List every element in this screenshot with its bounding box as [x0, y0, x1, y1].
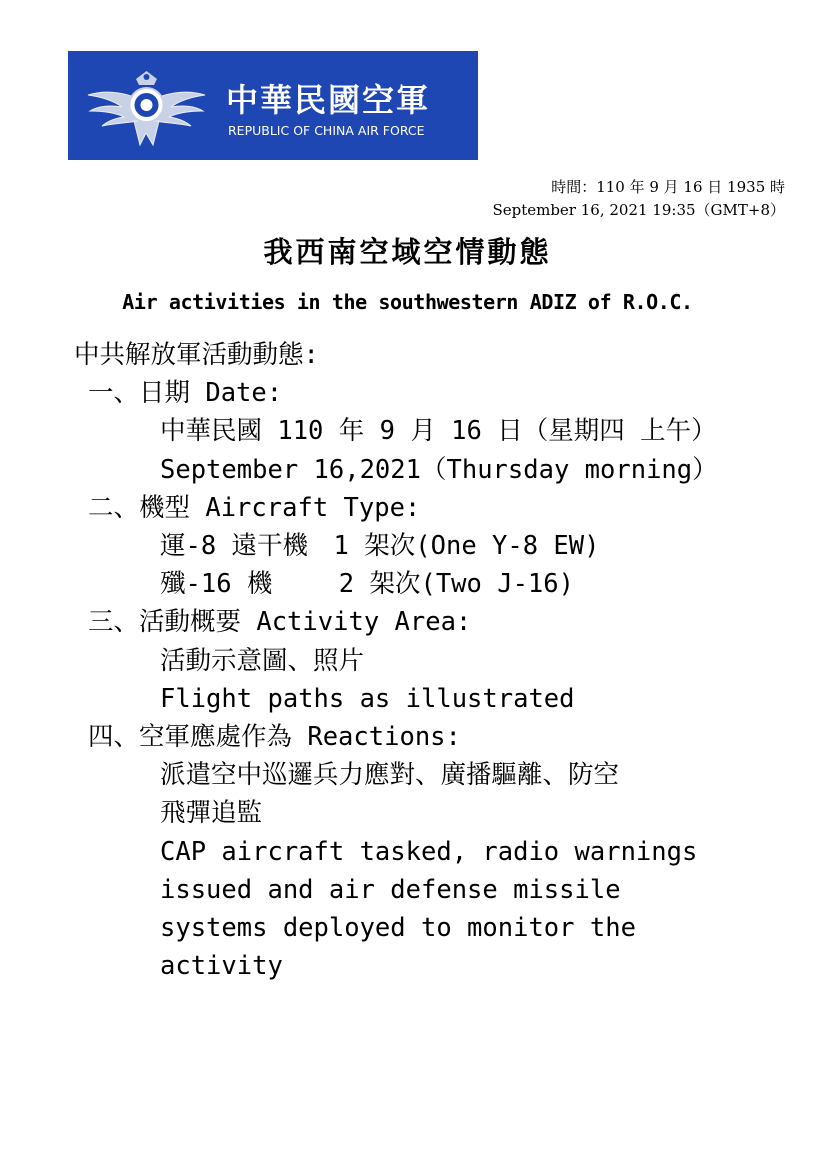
aircraft-line: 殲-16 機 2 架次(Two J-16) — [160, 569, 574, 600]
reactions-line: CAP aircraft tasked, radio warnings — [160, 836, 698, 867]
org-name-en: REPUBLIC OF CHINA AIR FORCE — [228, 123, 425, 138]
timestamp — [492, 176, 785, 222]
reactions-line: activity — [160, 951, 283, 982]
timestamp-zh: 時間：110 年 9 月 16 日 1935 時 — [551, 178, 785, 196]
timestamp-en: September 16, 2021 19:35（GMT+8） — [492, 201, 785, 219]
air-force-emblem-icon — [84, 59, 209, 151]
activity-heading: 三、活動概要 Activity Area: — [88, 607, 472, 638]
aircraft-heading: 二、機型 Aircraft Type: — [88, 492, 421, 523]
date-heading: 一、日期 Date: — [88, 378, 283, 409]
page-subtitle: Air activities in the southwestern ADIZ of R.O.C. — [122, 290, 693, 314]
reactions-line: systems deployed to monitor the — [160, 913, 636, 944]
date-line: September 16,2021（Thursday morning） — [160, 454, 718, 485]
org-name-zh: 中華民國空軍 — [226, 81, 431, 119]
report-body — [74, 336, 794, 985]
activity-line: 活動示意圖、照片 — [160, 645, 365, 676]
aircraft-line: 運-8 遠干機 1 架次(One Y-8 EW) — [160, 531, 600, 562]
section-heading: 中共解放軍活動動態: — [74, 340, 319, 370]
reactions-line: issued and air defense missile — [160, 874, 621, 905]
reactions-line: 派遣空中巡邏兵力應對、廣播驅離、防空 — [160, 760, 620, 791]
header-banner — [68, 51, 478, 160]
page-title: 我西南空域空情動態 — [263, 235, 552, 269]
reactions-line: 飛彈追監 — [160, 798, 263, 829]
date-line: 中華民國 110 年 9 月 16 日（星期四 上午） — [160, 416, 717, 447]
reactions-heading: 四、空軍應處作為 Reactions: — [88, 722, 461, 753]
activity-line: Flight paths as illustrated — [160, 683, 575, 714]
